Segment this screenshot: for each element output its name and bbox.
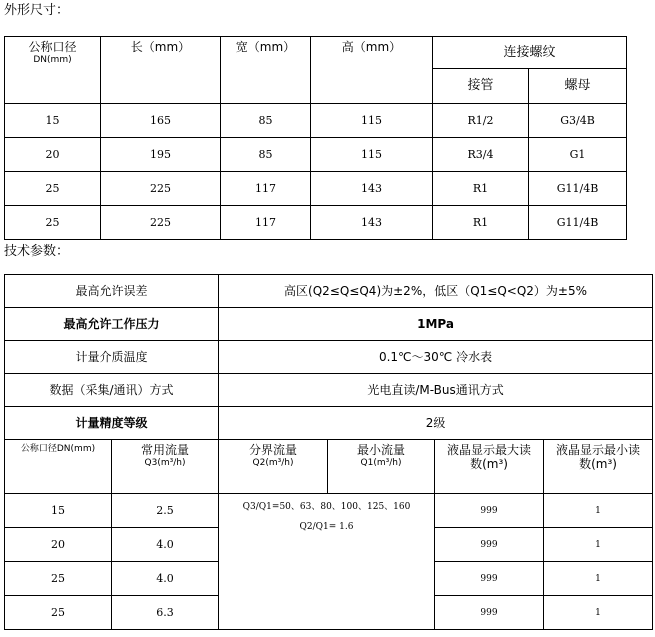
tech-params-table: [4, 274, 653, 630]
header-width: 宽（mm）: [221, 37, 311, 104]
flow-header-max-reading: 液晶显示最大读 数(m³): [435, 440, 544, 494]
param-label: 数据（采集/通讯）方式: [5, 374, 219, 407]
table-row: 25 225 117 143 R1 G11/4B: [5, 206, 627, 240]
header-length: 长（mm）: [101, 37, 221, 104]
param-value: 1MPa: [219, 308, 653, 341]
flow-ratio-cell: Q3/Q1=50、63、80、100、125、160 Q2/Q1= 1.6: [219, 494, 435, 630]
header-nut: 螺母: [529, 69, 627, 104]
param-value: 光电直读/M-Bus通讯方式: [219, 374, 653, 407]
param-label: 计量精度等级: [5, 407, 219, 440]
flow-header-row: [5, 440, 653, 494]
flow-header-q1: 最小流量 Q1(m³/h): [328, 440, 435, 494]
param-label: 计量介质温度: [5, 341, 219, 374]
param-label: 最高允许误差: [5, 275, 219, 308]
dimensions-table: [4, 36, 627, 240]
param-row: [5, 308, 653, 341]
header-height: 高（mm）: [311, 37, 433, 104]
param-value: 2级: [219, 407, 653, 440]
flow-header-min-reading: 液晶显示最小读 数(m³): [544, 440, 653, 494]
dimensions-heading: 外形尺寸：: [4, 3, 70, 18]
param-row: [5, 341, 653, 374]
param-value: 0.1℃～30℃ 冷水表: [219, 341, 653, 374]
param-label: 最高允许工作压力: [5, 308, 219, 341]
table-row: 25 225 117 143 R1 G11/4B: [5, 172, 627, 206]
param-row: [5, 275, 653, 308]
header-thread: 连接螺纹: [433, 37, 627, 69]
table-row: 15 165 85 115 R1/2 G3/4B: [5, 104, 627, 138]
table-row: 25 6.3 999 1: [5, 596, 653, 630]
param-value: 高区(Q2≤Q≤Q4)为±2%，低区（Q1≤Q<Q2）为±5%: [219, 275, 653, 308]
table-row: 20 195 85 115 R3/4 G1: [5, 138, 627, 172]
flow-header-q3: 常用流量 Q3(m³/h): [112, 440, 219, 494]
param-row: [5, 374, 653, 407]
table-row: 20 4.0 999 1: [5, 528, 653, 562]
param-row: [5, 407, 653, 440]
flow-header-dn: 公称口径DN(mm): [5, 440, 112, 494]
tech-params-heading: 技术参数：: [4, 244, 70, 259]
table-row: 25 4.0 999 1: [5, 562, 653, 596]
header-pipe: 接管: [433, 69, 529, 104]
header-dn: 公称口径 DN(mm): [5, 37, 101, 104]
flow-header-q2: 分界流量 Q2(m³/h): [219, 440, 328, 494]
table-row: 15 2.5 Q3/Q1=50、63、80、100、125、160 Q2/Q1= 1.6 999 1: [5, 494, 653, 528]
